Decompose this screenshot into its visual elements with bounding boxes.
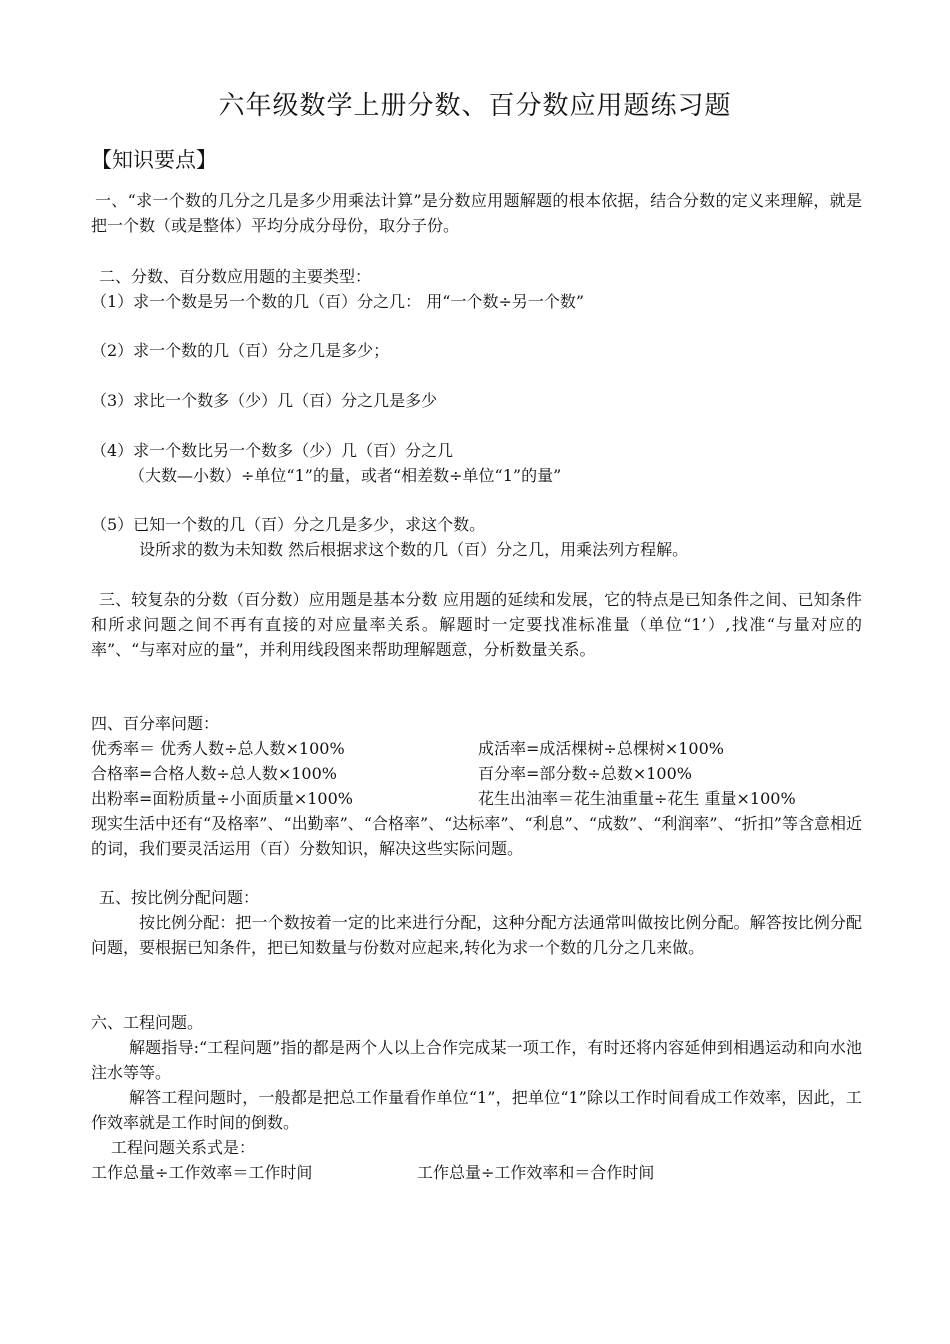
section-2 — [91, 264, 862, 314]
rate-survival: 成活率=成活棵树÷总棵树×100% — [478, 739, 724, 758]
rate-percent: 百分率=部分数÷总数×100% — [478, 764, 692, 783]
section-4-title: 四、百分率问题： — [91, 714, 220, 733]
section-4-paragraph: 现实生活中还有“及格率”、“出勤率”、“合格率”、“达标率”、“利息”、“成数”、“利润率”、“折扣”等含意相近的词，我们要灵活运用（百）分数知识，解决这些实际问题。 — [91, 814, 862, 858]
rate-row-1 — [91, 736, 862, 761]
type-4-note: （大数—小数）÷单位“1”的量，或者“相差数÷单位“1”的量” — [129, 466, 562, 485]
type-4: （4）求一个数比另一个数多（少）几（百）分之几 — [91, 441, 454, 460]
type-5-note: 设所求的数为未知数 然后根据求这个数的几（百）分之几，用乘法列方程解。 — [139, 540, 689, 559]
formula-row — [91, 1160, 862, 1185]
rate-flour: 出粉率=面粉质量÷小面质量×100% — [91, 789, 353, 808]
rate-row-2 — [91, 761, 862, 786]
formula-work-time: 工作总量÷工作效率＝工作时间 — [91, 1163, 313, 1182]
relation-title: 工程问题关系式是： — [111, 1138, 256, 1157]
formula-cooperation-time: 工作总量÷工作效率和＝合作时间 — [417, 1163, 655, 1182]
type-2: （2）求一个数的几（百）分之几是多少； — [91, 341, 390, 360]
section-6-title: 六、工程问题。 — [91, 1013, 204, 1032]
rate-qualified: 合格率=合格人数÷总人数×100% — [91, 764, 337, 783]
rate-oil: 花生出油率＝花生油重量÷花生 重量×100% — [478, 789, 796, 808]
section-1-paragraph: 一、“求一个数的几分之几是多少用乘法计算”是分数应用题解题的根本依据，结合分数的定义来理解，就是把一个数（或是整体）平均分成分母份，取分子份。 — [91, 191, 862, 235]
rate-row-3 — [91, 786, 862, 811]
section-4 — [91, 711, 862, 861]
type-2-block — [91, 338, 862, 363]
section-5-paragraph: 按比例分配：把一个数按着一定的比来进行分配，这种分配方法通常叫做按比例分配。解答按比例分配问题，要根据已知条件，把已知数量与份数对应起来,转化为求一个数的几分之几来做。 — [91, 913, 862, 957]
section-3-paragraph: 三、较复杂的分数（百分数）应用题是基本分数 应用题的延续和发展，它的特点是已知条件之间、已知条件和所求问题之间不再有直接的对应量率关系。解题时一定要找准标准量（单位“1’）,找准“与量对应的率”、“与率对应的量”，并利用线段图来帮助理解题意，分析数量关系。 — [91, 590, 862, 659]
rate-excellent: 优秀率＝ 优秀人数÷总人数×100% — [91, 739, 345, 758]
type-1: （1）求一个数是另一个数的几（百）分之几： 用“一个数÷另一个数” — [91, 292, 585, 311]
type-5-block — [91, 512, 862, 562]
page-title: 六年级数学上册分数、百分数应用题练习题 — [218, 91, 732, 121]
section-6-paragraph-2: 解答工程问题时，一般都是把总工作量看作单位“1”，把单位“1”除以工作时间看成工作效率，因此，工作效率就是工作时间的倒数。 — [91, 1088, 862, 1132]
type-4-block — [91, 438, 862, 488]
type-3-block — [91, 388, 862, 413]
section-2-title: 二、分数、百分数应用题的主要类型： — [99, 267, 372, 286]
type-5: （5）已知一个数的几（百）分之几是多少，求这个数。 — [91, 515, 486, 534]
section-5 — [91, 885, 862, 960]
section-6 — [91, 1010, 862, 1185]
section-5-title: 五、按比例分配问题： — [99, 888, 260, 907]
type-3: （3）求比一个数多（少）几（百）分之几是多少 — [91, 391, 438, 410]
knowledge-points-heading: 【知识要点】 — [91, 148, 217, 172]
section-6-paragraph-1: 解题指导:“工程问题”指的都是两个人以上合作完成某一项工作，有时还将内容延伸到相遇运动和向水池注水等等。 — [91, 1038, 862, 1082]
